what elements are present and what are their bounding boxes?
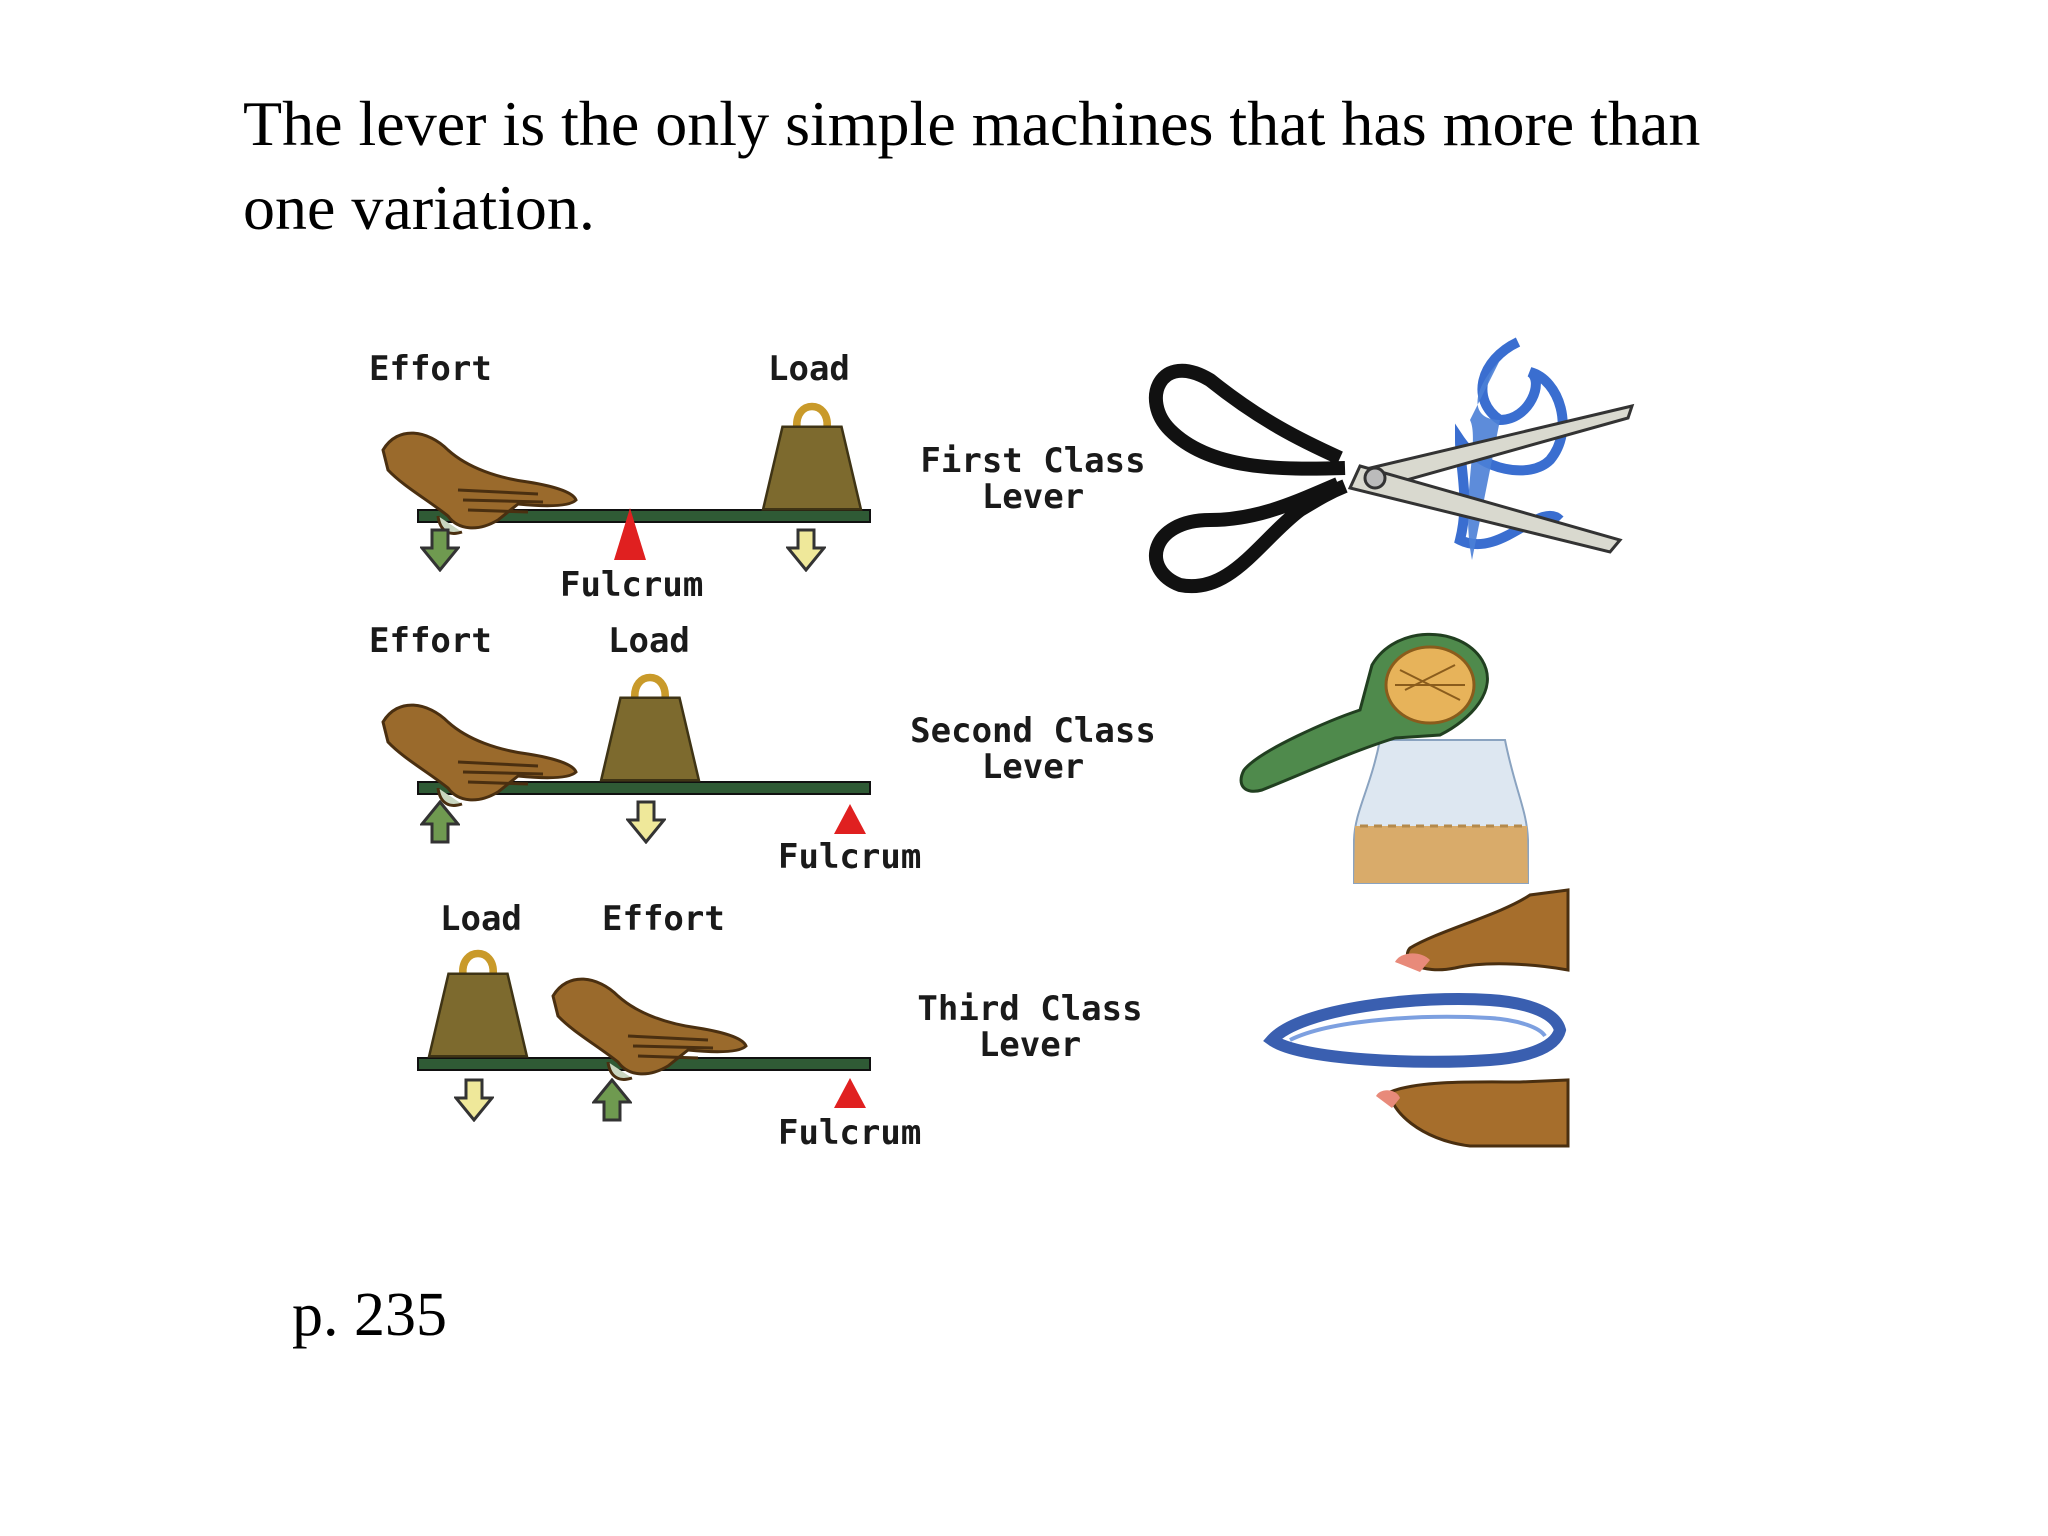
- load-label: Load: [608, 621, 690, 661]
- heading-line-2: one variation.: [243, 172, 595, 243]
- load-arrow-down-icon: [456, 1080, 492, 1120]
- lever-class-title: Second Class: [910, 711, 1156, 751]
- fulcrum-label: Fulcrum: [778, 1113, 922, 1153]
- effort-arrow-up-icon: [422, 802, 458, 842]
- load-weight-icon: [763, 406, 861, 509]
- effort-label: Effort: [602, 899, 725, 939]
- load-arrow-down-icon: [788, 530, 824, 570]
- effort-label: Effort: [369, 349, 492, 389]
- scissors-icon: [1156, 342, 1632, 586]
- effort-arrow-up-icon: [594, 1080, 630, 1120]
- fulcrum-icon: [834, 1078, 866, 1108]
- load-label: Load: [440, 899, 522, 939]
- bottle-opener-icon: [1241, 634, 1528, 883]
- fulcrum-icon: [834, 804, 866, 834]
- load-weight-icon: [429, 953, 527, 1056]
- lever-class-subtitle: Lever: [981, 477, 1085, 517]
- load-weight-icon: [601, 677, 699, 780]
- fulcrum-label: Fulcrum: [778, 837, 922, 877]
- effort-arrow-down-icon: [422, 530, 458, 570]
- heading-line-1: The lever is the only simple machines that has more than: [243, 88, 1701, 159]
- page-reference: p. 235: [292, 1281, 447, 1349]
- effort-label: Effort: [369, 621, 492, 661]
- second-class-lever-diagram: [369, 621, 1528, 883]
- load-arrow-down-icon: [628, 802, 664, 842]
- load-label: Load: [768, 349, 850, 389]
- tweezers-icon: [1272, 890, 1568, 1146]
- first-class-lever-diagram: [369, 342, 1632, 605]
- third-class-lever-diagram: [418, 890, 1568, 1153]
- lever-class-subtitle: Lever: [978, 1025, 1082, 1065]
- fulcrum-label: Fulcrum: [560, 565, 704, 605]
- lever-class-title: First Class: [920, 441, 1146, 481]
- lever-class-title: Third Class: [917, 989, 1143, 1029]
- lever-class-subtitle: Lever: [981, 747, 1085, 787]
